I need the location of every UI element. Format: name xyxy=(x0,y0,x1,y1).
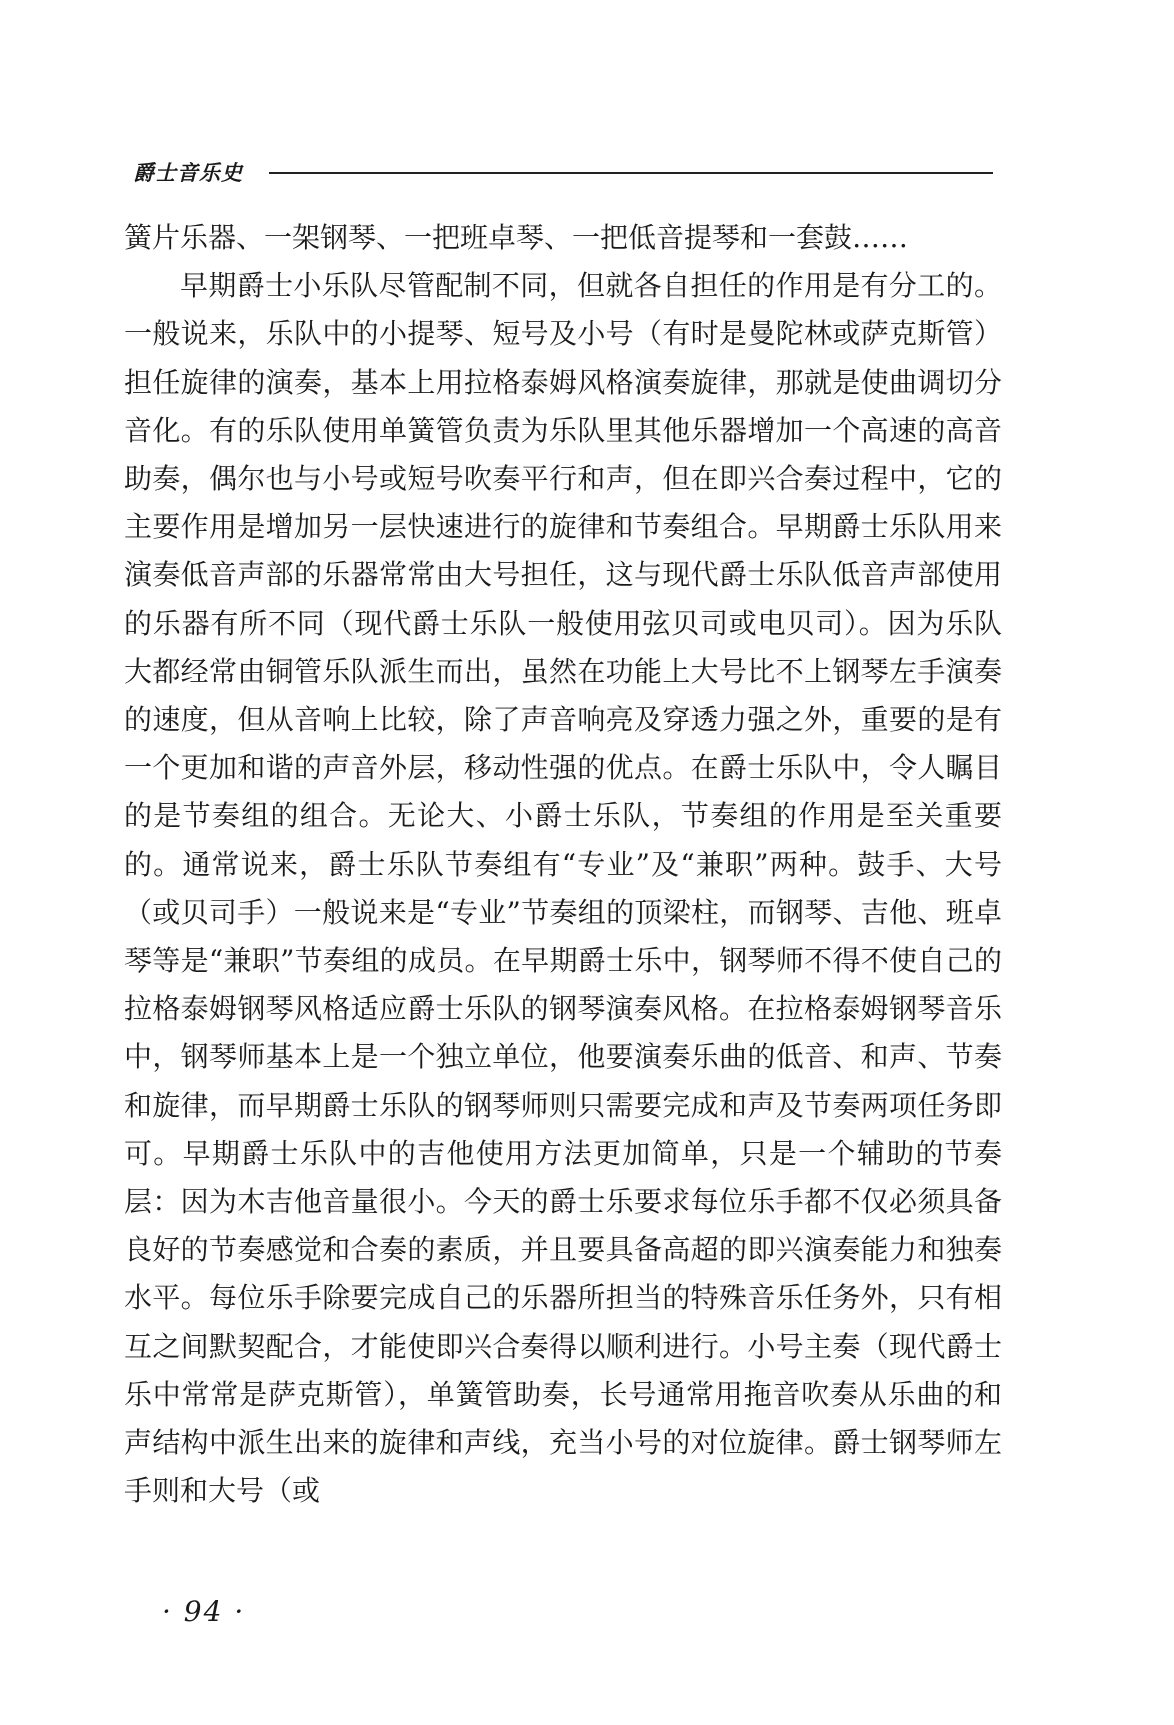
paragraph-continued: 簧片乐器、一架钢琴、一把班卓琴、一把低音提琴和一套鼓…… xyxy=(124,221,909,254)
body-text xyxy=(124,214,1002,1515)
page-number: · 94 · xyxy=(162,1595,246,1628)
running-title: 爵士音乐史 xyxy=(133,160,243,185)
header-rule xyxy=(269,172,993,174)
page-header xyxy=(133,157,993,189)
paragraph: 早期爵士小乐队尽管配制不同，但就各自担任的作用是有分工的。一般说来，乐队中的小提琴、短号及小号（有时是曼陀林或萨克斯管）担任旋律的演奏，基本上用拉格泰姆风格演奏旋律，那就是使曲调切分音化。有的乐队使用单簧管负责为乐队里其他乐器增加一个高速的高音助奏，偶尔也与小号或短号吹奏平行和声，但在即兴合奏过程中，它的主要作用是增加另一层快速进行的旋律和节奏组合。早期爵士乐队用来演奏低音声部的乐器常常由大号担任，这与现代爵士乐队低音声部使用的乐器有所不同（现代爵士乐队一般使用弦贝司或电贝司）。因为乐队大都经常由铜管乐队派生而出，虽然在功能上大号比不上钢琴左手演奏的速度，但从音响上比较，除了声音响亮及穿透力强之外，重要的是有一个更加和谐的声音外层，移动性强的优点。在爵士乐队中，令人瞩目的是节奏组的组合。无论大、小爵士乐队，节奏组的作用是至关重要的。通常说来，爵士乐队节奏组有“专业”及“兼职”两种。鼓手、大号（或贝司手）一般说来是“专业”节奏组的顶梁柱，而钢琴、吉他、班卓琴等是“兼职”节奏组的成员。在早期爵士乐中，钢琴师不得不使自己的拉格泰姆钢琴风格适应爵士乐队的钢琴演奏风格。在拉格泰姆钢琴音乐中，钢琴师基本上是一个独立单位，他要演奏乐曲的低音、和声、节奏和旋律，而早期爵士乐队的钢琴师则只需要完成和声及节奏两项任务即可。早期爵士乐队中的吉他使用方法更加简单，只是一个辅助的节奏层：因为木吉他音量很小。今天的爵士乐要求每位乐手都不仅必须具备良好的节奏感觉和合奏的素质，并且要具备高超的即兴演奏能力和独奏水平。每位乐手除要完成自己的乐器所担当的特殊音乐任务外，只有相互之间默契配合，才能使即兴合奏得以顺利进行。小号主奏（现代爵士乐中常常是萨克斯管），单簧管助奏，长号通常用拖音吹奏从乐曲的和声结构中派生出来的旋律和声线，充当小号的对位旋律。爵士钢琴师左手则和大号（或 xyxy=(124,269,1002,1508)
